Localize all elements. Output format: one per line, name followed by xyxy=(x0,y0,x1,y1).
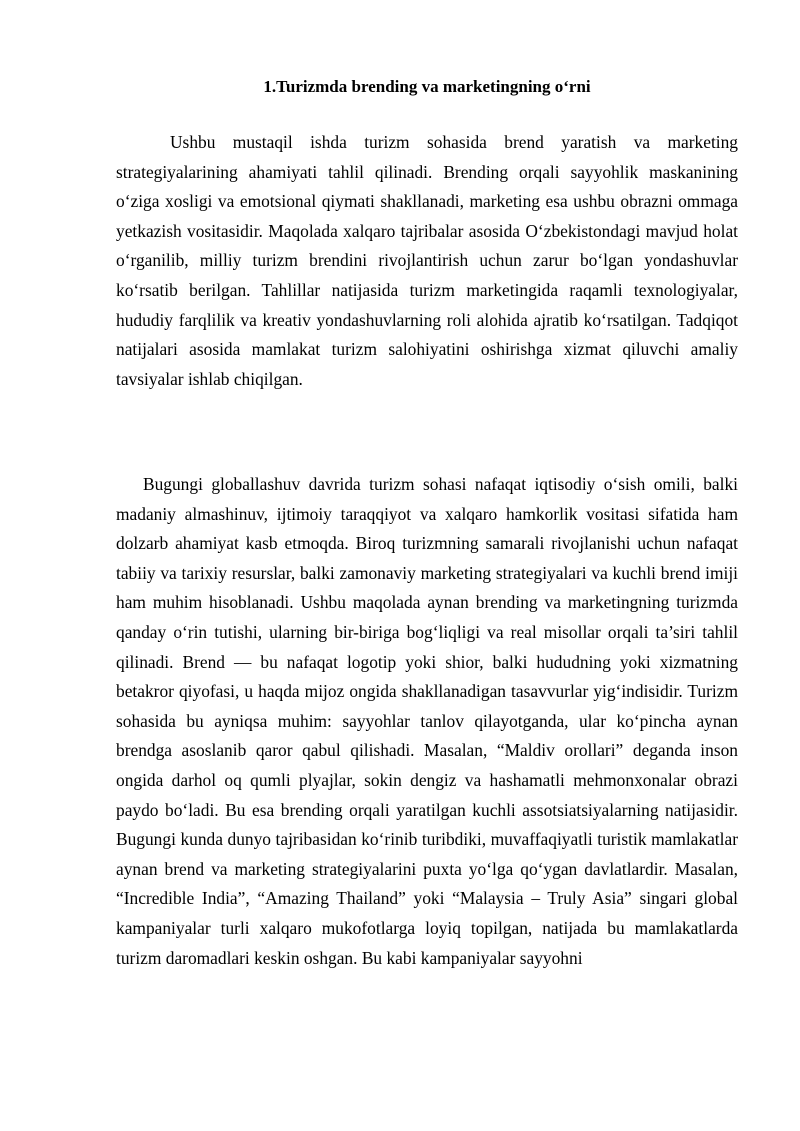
section-title: 1.Turizmda brending va marketingning o‘rni xyxy=(263,77,591,96)
abstract-paragraph: Ushbu mustaqil ishda turizm sohasida brend yaratish va marketing strategiyalarining ahamiyati tahlil qilinadi. Brending orqali sayyohlik maskanining o‘ziga xosligi va emotsional qiymati shakllanadi, marketing esa ushbu obrazni ommaga yetkazish vositasidir. Maqolada xalqaro tajribalar asosida O‘zbekistondagi mavjud holat o‘rganilib, milliy turizm brendini rivojlantirish uchun zarur bo‘lgan yondashuvlar ko‘rsatib berilgan. Tahlillar natijasida turizm marketingida raqamli texnologiyalar, hududiy farqlilik va kreativ yondashuvlarning roli alohida ajratib ko‘rsatilgan. Tadqiqot natijalari asosida mamlakat turizm salohiyatini oshirishga xizmat qiluvchi amaliy tavsiyalar ishlab chiqilgan. xyxy=(116,132,738,389)
body-paragraph: Bugungi globallashuv davrida turizm sohasi nafaqat iqtisodiy o‘sish omili, balki madaniy almashinuv, ijtimoiy taraqqiyot va xalqaro hamkorlik vositasi sifatida ham dolzarb ahamiyat kasb etmoqda. Biroq turizmning samarali rivojlanishi uchun nafaqat tabiiy va tarixiy resurslar, balki zamonaviy marketing strategiyalari va kuchli brend imiji ham muhim hisoblanadi. Ushbu maqolada aynan brending va marketingning turizmda qanday o‘rin tutishi, ularning bir-biriga bog‘liqligi va real misollar orqali ta’siri tahlil qilinadi. Brend — bu nafaqat logotip yoki shior, balki hududning yoki xizmatning betakror qiyofasi, u haqda mijoz ongida shakllanadigan tasavvurlar yig‘indisidir. Turizm sohasida bu ayniqsa muhim: sayyohlar tanlov qilayotganda, ular ko‘pincha aynan brendga asoslanib qaror qabul qilishadi. Masalan, “Maldiv orollari” deganda inson ongida darhol oq qumli plyajlar, sokin dengiz va hashamatli mehmonxonalar obrazi paydo bo‘ladi. Bu esa brending orqali yaratilgan kuchli assotsiatsiyalarning natijasidir. Bugungi kunda dunyo tajribasidan ko‘rinib turibdiki, muvaffaqiyatli turistik mamlakatlar aynan brend va marketing strategiyalarini puxta yo‘lga qo‘ygan davlatlardir. Masalan, “Incredible India”, “Amazing Thailand” yoki “Malaysia – Truly Asia” singari global kampaniyalar turli xalqaro mukofotlarga loyiq topilgan, natijada bu mamlakatlarda turizm daromadlari keskin oshgan. Bu kabi kampaniyalar sayyohni xyxy=(116,474,738,968)
